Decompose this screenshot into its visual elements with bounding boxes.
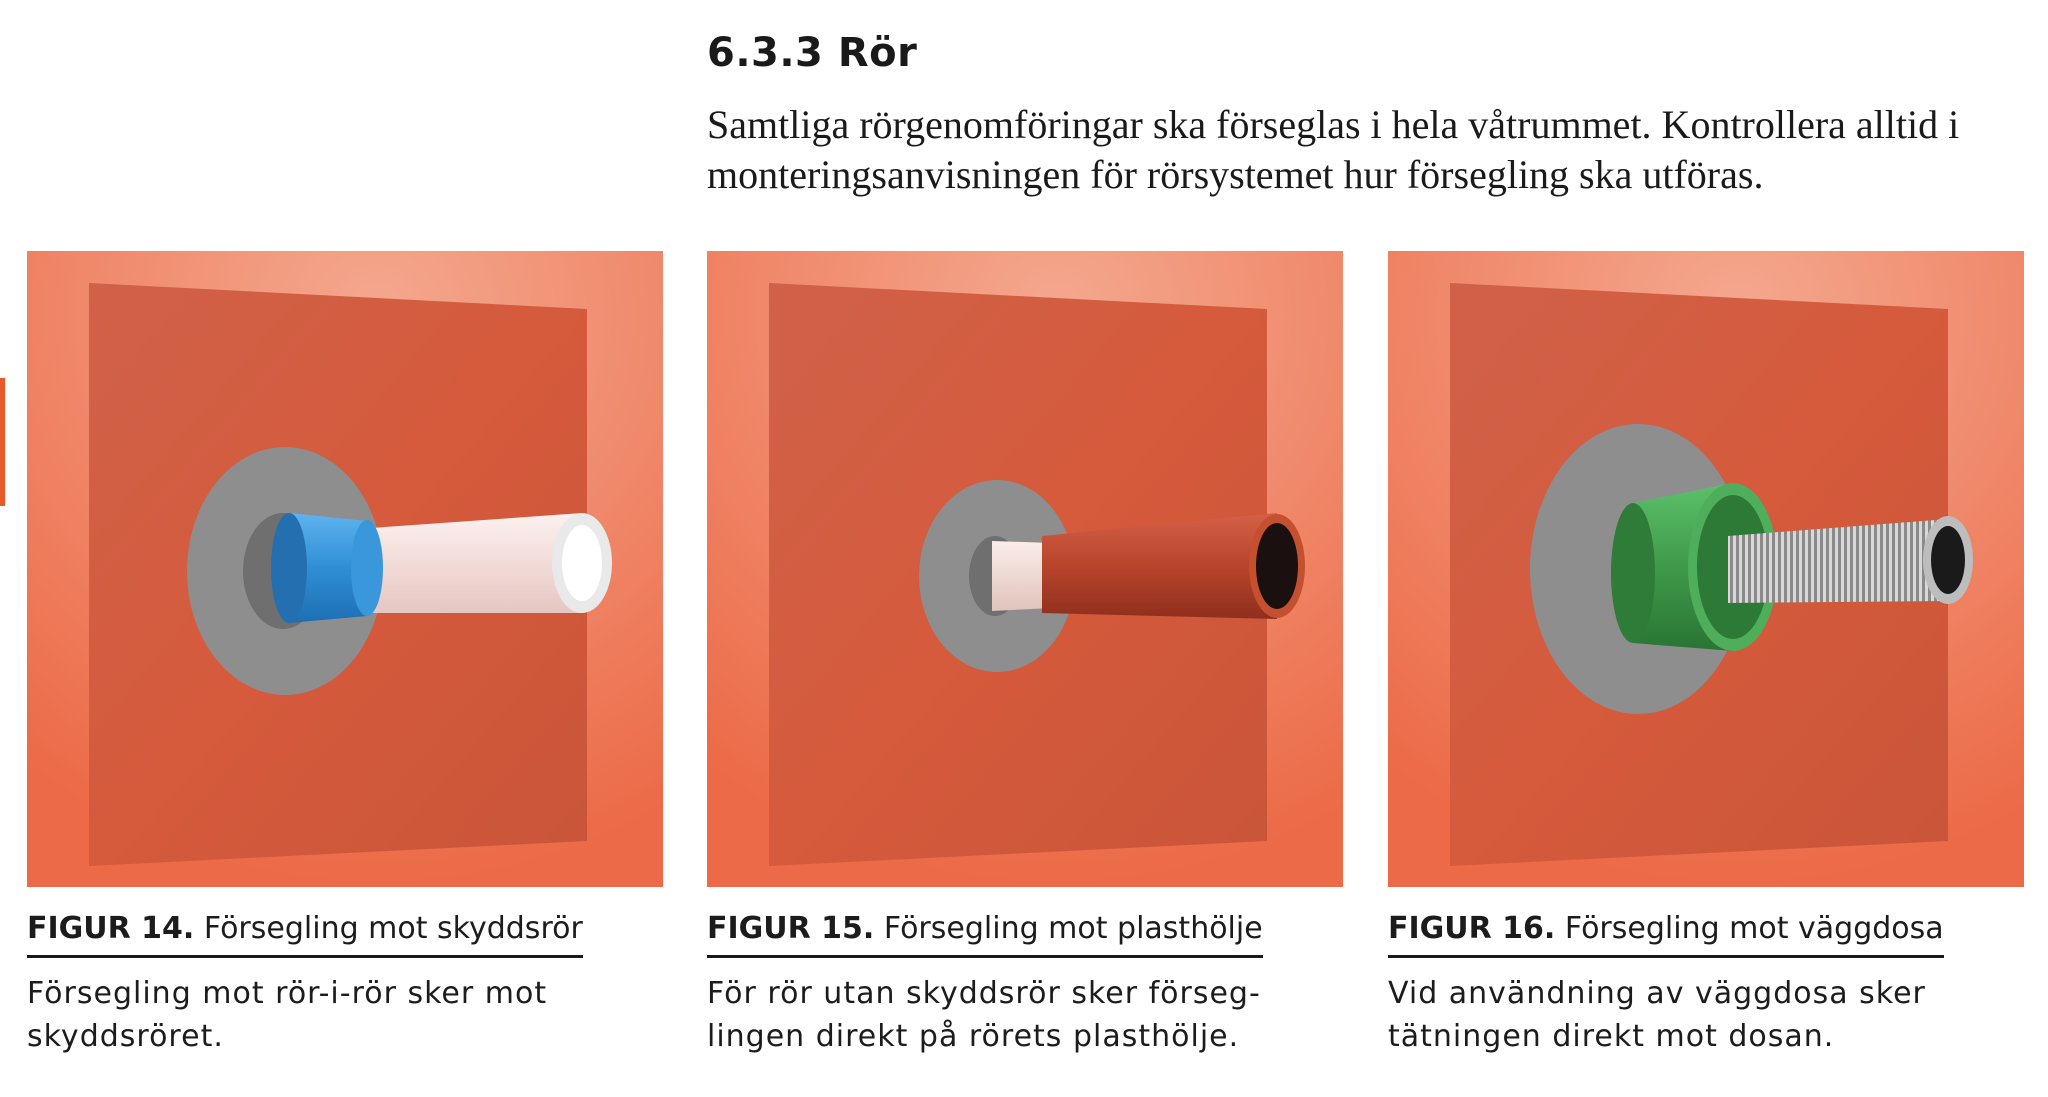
figure-14-title: Försegling mot skyddsrör xyxy=(203,911,583,946)
figure-16-title: Försegling mot väggdosa xyxy=(1564,911,1944,946)
figure-15-illustration xyxy=(707,251,1343,887)
figure-15-caption xyxy=(707,909,1263,958)
figure-15-title: Försegling mot plasthölje xyxy=(883,911,1263,946)
figure-16-label: FIGUR 16. xyxy=(1388,911,1556,946)
figure-16-description: Vid användning av väggdosa sker tätningen direkt mot dosan. xyxy=(1388,976,1926,1054)
figure-14-illustration xyxy=(27,251,663,887)
figure-14-caption xyxy=(27,909,583,958)
figure-16-illustration xyxy=(1388,251,2024,887)
section-title: 6.3.3 Rör xyxy=(707,30,918,76)
figure-15-description: För rör utan skyddsrör sker förseg- lingen direkt på rörets plasthölje. xyxy=(707,976,1261,1054)
figure-16-caption xyxy=(1388,909,1944,958)
figure-14 xyxy=(27,251,663,1058)
figure-15 xyxy=(707,251,1343,1058)
figure-15-label: FIGUR 15. xyxy=(707,911,875,946)
figure-16 xyxy=(1388,251,2024,1058)
figure-14-description: Försegling mot rör-i-rör sker mot skyddsröret. xyxy=(27,976,548,1054)
side-accent-bar xyxy=(0,378,5,506)
section-intro: Samtliga rörgenomföringar ska förseglas i hela våtrummet. Kontrollera alltid i monteringsanvisningen för rörsystemet hur försegling ska utföras. xyxy=(707,102,1960,197)
figure-14-label: FIGUR 14. xyxy=(27,911,195,946)
